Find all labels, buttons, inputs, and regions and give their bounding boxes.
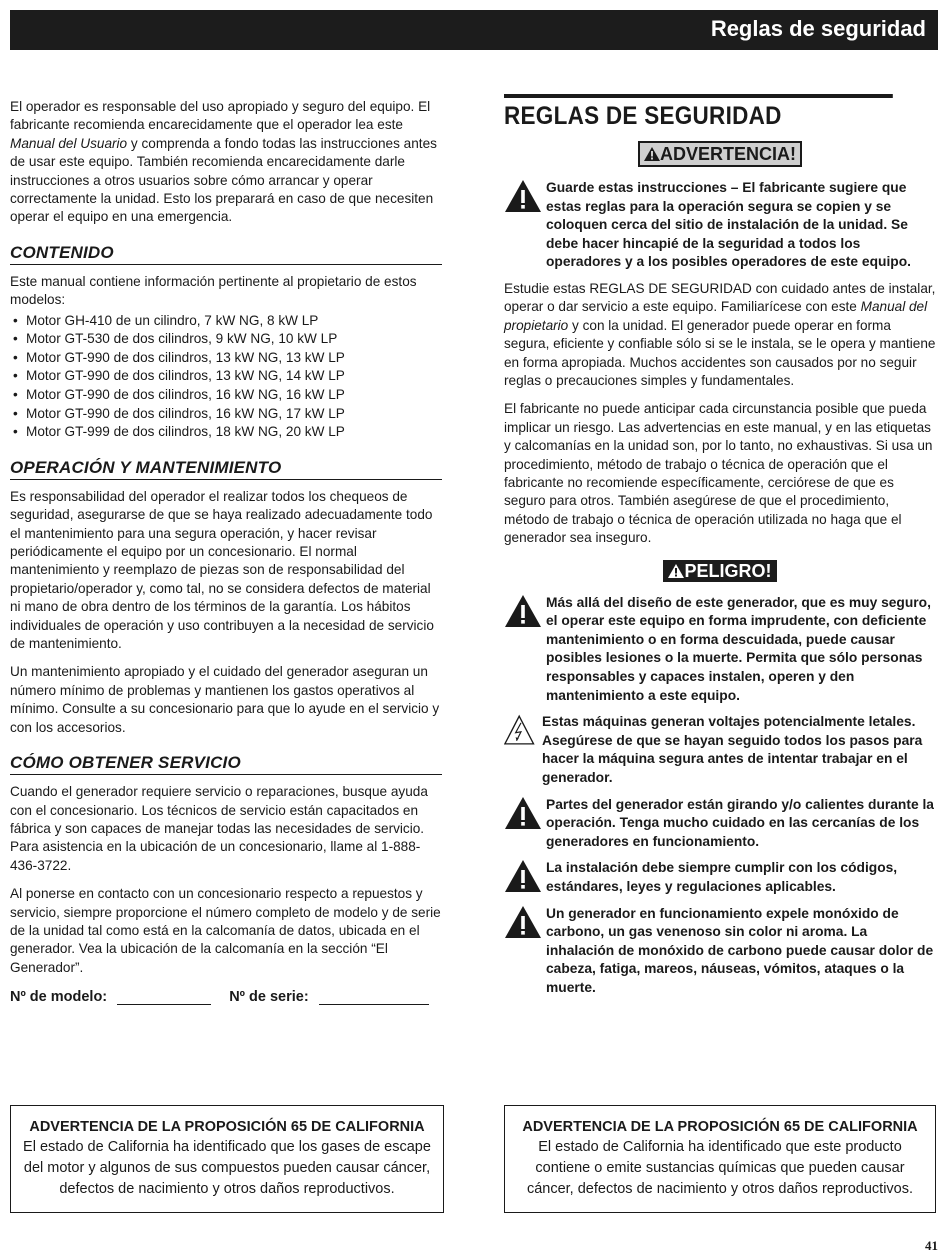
safety-paragraph-2: El fabricante no puede anticipar cada circunstancia posible que pueda implicar un riesgo. Las advertencias en este manual, y en las etiquetas y calcomanías en la unidad son, por lo tanto, no exhaustivas. Si usa un procedimiento, método de trabajo o técnica de operación que el fabricante no recomiende específicamente, cerciórese de que es seguro para otros. También asegúrese de que el procedimiento, método de trabajo o técnica de operación utilizada no haga que el generador sea inseguro. [504, 401, 933, 546]
prop65-warning-engine [10, 1105, 444, 1213]
models-list [10, 312, 442, 442]
danger-text: Partes del generador están girando y/o calientes durante la operación. Tenga mucho cuidado en las cercanías de los generadores en funcionamiento. [546, 796, 934, 849]
operacion-paragraph-2: Un mantenimiento apropiado y el cuidado del generador aseguran un número mínimo de problemas y mantienen los gastos operativos al mínimo. Consulte a su concesionario para que lo ayude en el servicio y con los accesorios. [10, 664, 440, 735]
list-item: • Motor GT-990 de dos cilindros, 16 kW NG, 16 kW LP [10, 386, 442, 405]
alert-triangle-icon [644, 147, 660, 161]
id-fields [10, 989, 442, 1005]
safety-rules-title: REGLAS DE SEGURIDAD [504, 94, 893, 131]
danger-warning [504, 594, 936, 706]
servicio-heading: CÓMO OBTENER SERVICIO [10, 753, 442, 775]
prop65-body: El estado de California ha identificado que los gases de escape del motor y algunos de sus compuestos pueden causar cáncer, defectos de nacimiento y otros daños reproductivos. [23, 1139, 431, 1197]
list-item: • Motor GT-999 de dos cilindros, 18 kW NG, 20 kW LP [10, 423, 442, 442]
operacion-heading: OPERACIÓN Y MANTENIMIENTO [10, 458, 442, 480]
advertencia-signal-word [638, 141, 802, 167]
serial-number-field[interactable] [319, 990, 429, 1005]
contenido-heading: CONTENIDO [10, 243, 442, 265]
right-column [504, 94, 936, 1006]
servicio-paragraph-1: Cuando el generador requiere servicio o reparaciones, busque ayuda con el concesionario. Los técnicos de servicio están capacitados en fábrica y son capaces de manejar todas las necesidades de servicio. Para asistencia en la ubicación de un concesionario, llame al 1-888-436-3722. [10, 784, 428, 873]
alert-triangle-icon [668, 564, 684, 578]
danger-warning [504, 713, 936, 787]
danger-text: La instalación debe siempre cumplir con los códigos, estándares, leyes y regulaciones aplicables. [546, 860, 898, 894]
warning-text: Guarde estas instrucciones – El fabricante sugiere que estas reglas para la operación segura se copien y se coloquen cerca del sitio de instalación de la unidad. Se debe hacer hincapié de la seguridad a todos los operadores y a los posibles operadores de este equipo. [546, 180, 911, 270]
danger-warning [504, 905, 936, 998]
danger-text: Más allá del diseño de este generador, que es muy seguro, el operar este equipo en forma imprudente, con deficiente mantenimiento o en forma descuidada, puede causar posibles lesiones o la muerte. Permita que sólo personas responsables y capaces instalen, operen y den mantenimiento a este equipo. [546, 594, 931, 703]
list-item: • Motor GT-990 de dos cilindros, 16 kW NG, 17 kW LP [10, 405, 442, 424]
advertencia-label: ADVERTENCIA! [659, 144, 796, 164]
page-number: 41 [925, 1238, 938, 1253]
model-number-field[interactable] [117, 990, 211, 1005]
peligro-signal-word [663, 560, 776, 582]
model-number-label: Nº de modelo: [10, 989, 108, 1006]
list-item: • Motor GT-530 de dos cilindros, 9 kW NG, 10 kW LP [10, 330, 442, 349]
safety-paragraph-1 [504, 280, 936, 390]
warning-triangle-icon [504, 179, 542, 213]
peligro-signal-wrap [504, 560, 936, 582]
warning-triangle-icon [504, 905, 542, 939]
contenido-text: Este manual contiene información pertinente al propietario de estos modelos: [10, 273, 417, 308]
danger-text: Un generador en funcionamiento expele monóxido de carbono, un gas venenoso sin color ni aroma. La inhalación de monóxido de carbono puede causar dolor de cabeza, fatiga, mareos, náuseas, vómitos, ataques o la muerte. [546, 905, 934, 995]
safety-text-2: y con la unidad. El generador puede operar en forma segura, eficiente y confiable sólo si se le instala, se le opera y mantiene en forma apropiada. Muchos accidentes son causados por no seguir reglas o precauciones simples y fundamentales. [504, 317, 936, 388]
left-column [10, 98, 442, 1005]
safety-manual-title: Manual del propietario [504, 299, 928, 333]
list-item: • Motor GH-410 de un cilindro, 7 kW NG, 8 kW LP [10, 312, 442, 331]
warning-triangle-icon [504, 594, 542, 628]
intro-text-1: El operador es responsable del uso apropiado y seguro del equipo. El fabricante recomienda encarecidamente que el operador lea este [10, 99, 431, 133]
prop65-warning-product [504, 1105, 936, 1213]
serial-number-label: Nº de serie: [229, 989, 309, 1006]
warning-triangle-icon [504, 796, 542, 830]
peligro-label: PELIGRO! [684, 560, 772, 581]
page-title: Reglas de seguridad [710, 16, 926, 41]
prop65-body: El estado de California ha identificado que este producto contiene o emite sustancias químicas que pueden causar cáncer, defectos de nacimiento y otros daños reproductivos. [526, 1139, 914, 1197]
prop65-title: ADVERTENCIA DE LA PROPOSICIÓN 65 DE CALIFORNIA [522, 1119, 918, 1135]
intro-text-2: y comprenda a fondo todas las instrucciones antes de usar este equipo. También recomienda encarecidamente darle instrucciones a otros usuarios sobre cómo arrancar y operar correctamente la unidad. Esto los preparará en caso de que necesiten operar el equipo en una emergencia. [10, 135, 437, 225]
servicio-paragraph-2: Al ponerse en contacto con un concesionario respecto a repuestos y servicio, siempre proporcione el número completo de modelo y de serie de la unidad tal como está en la calcomanía de datos, ubicada en el generador. Vea la ubicación de la calcomanía en la sección “El Generador”. [10, 886, 441, 975]
prop65-title: ADVERTENCIA DE LA PROPOSICIÓN 65 DE CALIFORNIA [29, 1119, 425, 1135]
electric-shock-icon [504, 713, 538, 747]
header-bar [10, 10, 938, 50]
intro-paragraph [10, 98, 442, 227]
danger-warning [504, 859, 936, 896]
operacion-paragraph-1: Es responsabilidad del operador el realizar todos los chequeos de seguridad, asegurarse de que se haya realizado adecuadamente todo el mantenimiento para una segura operación, y hacer revisar periódicamente el equipo por un concesionario. El normal mantenimiento y reemplazo de piezas son de responsabilidad del propietario/operador y, como tal, no se considera defectos de material ni mano de obra dentro de los términos de la garantía. Los hábitos individuales de operación y uso contribuyen a la necesidad de servicio de mantenimiento. [10, 488, 434, 652]
intro-manual-title: Manual del Usuario [10, 135, 128, 151]
danger-text: Estas máquinas generan voltajes potencialmente letales. Asegúrese de que se hayan seguido todos los pasos para hacer la máquina segura antes de intentar trabajar en el generador. [542, 714, 923, 785]
advertencia-signal-wrap [504, 141, 936, 167]
danger-warning [504, 796, 936, 852]
warning-triangle-icon [504, 859, 542, 893]
list-item: • Motor GT-990 de dos cilindros, 13 kW NG, 14 kW LP [10, 367, 442, 386]
safety-text-1: Estudie estas REGLAS DE SEGURIDAD con cuidado antes de instalar, operar o dar servicio a este equipo. Familiarícese con este [504, 280, 936, 315]
warning-block [504, 179, 936, 272]
list-item: • Motor GT-990 de dos cilindros, 13 kW NG, 13 kW LP [10, 349, 442, 368]
